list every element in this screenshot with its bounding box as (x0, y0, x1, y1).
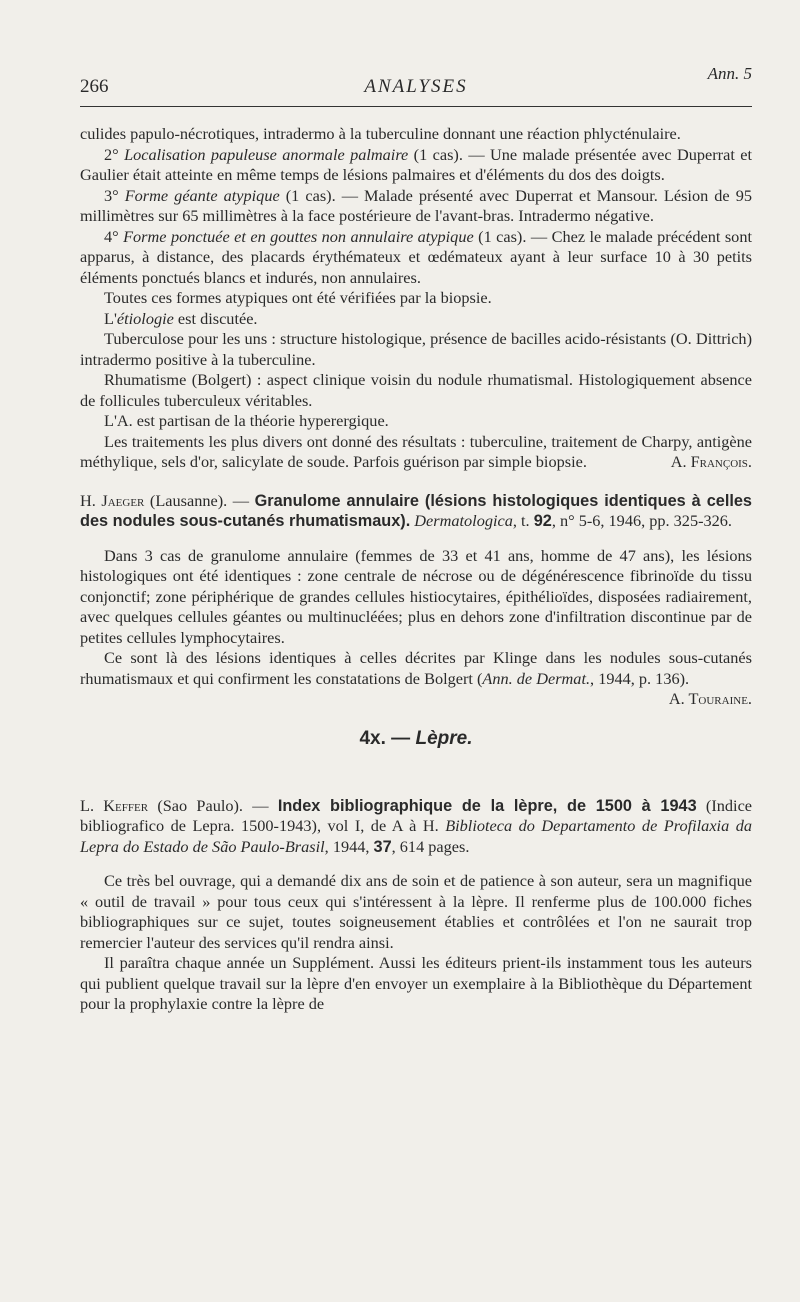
paragraph: Ce très bel ouvrage, qui a demandé dix ans de soin et de patience à son auteur, sera un magnifique « outil de travail » pour tous ceux qui s'intéressent à la lèpre. Il renferme plus de 100.000 fiches bibliographiques sur ce sujet, toutes soigneusement établies et contrôlées et l'on ne saurait trop remercier l'auteur des services qu'il rendra ainsi. (80, 871, 752, 952)
paragraph: Tuberculose pour les uns : structure histologique, présence de bacilles acido-résistants (O. Dittrich) intradermo positive à la tuberculine. (80, 329, 752, 369)
signature: A. Touraine. (668, 689, 752, 708)
paragraph: Ce sont là des lésions identiques à celles décrites par Klinge dans les nodules sous-cutanés rhumatismaux et qui confirment les constatations de Bolgert (Ann. de Dermat., 1944, p. 136). A. Touraine. (80, 648, 752, 708)
paragraph: 3° Forme géante atypique (1 cas). — Malade présenté avec Duperrat et Mansour. Lésion de 95 millimètres sur 65 millimètres à la face postérieure de l'avant-bras. Intradermo négative. (80, 185, 752, 225)
paragraph: Rhumatisme (Bolgert) : aspect clinique voisin du nodule rhumatismal. Histologiquement absence de follicules tuberculeux véritables. (80, 370, 752, 410)
page-header (80, 64, 752, 108)
paragraph: L'étiologie est discutée. (104, 308, 258, 328)
paragraph: Dans 3 cas de granulome annulaire (femmes de 33 et 41 ans, homme de 47 ans), les lésions histologiques ont été identiques : zone centrale de nécrose ou de dégénérescence fibrinoïde du tissu conjonctif; zone périphérique de grandes cellules histiocytaires, épithélioïdes, disposées radiairement, avec quelques cellules géantes ou multinucléées; plus en dehors zone d'infiltration discontinue par de petites cellules lymphocytaires. (80, 545, 752, 647)
page-body (80, 124, 752, 1015)
paragraph: Toutes ces formes atypiques ont été vérifiées par la biopsie. (104, 288, 492, 307)
paragraph: 2° Localisation papuleuse anormale palmaire (1 cas). — Une malade présentée avec Duperrat et Gaulier était atteinte en même temps de lésions palmaires et d'éléments du dos des doigts. (80, 144, 752, 184)
paragraph: Il paraîtra chaque année un Supplément. Aussi les éditeurs prient-ils instamment tous les auteurs qui publient quelque travail sur la lèpre d'en envoyer un exemplaire à la Bibliothèque du Département pour la prophylaxie contre la lèpre de (80, 953, 752, 1013)
paragraph: culides papulo-nécrotiques, intradermo à la tuberculine donnant une réaction phlycténulaire. (80, 124, 681, 143)
article-reference: L. Keffer (Sao Paulo). — Index bibliographique de la lèpre, de 1500 à 1943 (Indice bibliografico de Lepra. 1500-1943), vol I, de A à H. Biblioteca do Departamento de Profilaxia da Lepra do Estado de São Paulo-Brasil, 1944, 37, 614 pages. (80, 795, 753, 856)
handwritten-annotation: Ann. 5 (707, 64, 752, 83)
section-heading: 4x. — Lèpre. (359, 728, 473, 749)
paragraph: L'A. est partisan de la théorie hyperergique. (104, 411, 389, 430)
paragraph: Les traitements les plus divers ont donné des résultats : tuberculine, traitement de Charpy, antigène méthylique, sels d'or, salicylate de soude. Parfois guérison par simple biopsie. A. François. (80, 431, 752, 471)
running-title: ANALYSES (364, 76, 468, 97)
article-reference: H. Jaeger (Lausanne). — Granulome annulaire (lésions histologiques identiques à celles des nodules sous-cutanés rhumatismaux). Dermatologica, t. 92, n° 5-6, 1946, pp. 325-326. (80, 490, 752, 530)
paragraph: 4° Forme ponctuée et en gouttes non annulaire atypique (1 cas). — Chez le malade précédent sont apparus, à distance, des placards érythémateux et œdémateux ayant à leur surface 10 à 30 petits éléments ponctués blancs et indurés, non annulaires. (80, 226, 752, 287)
page-number: 266 (80, 76, 109, 97)
header-rule (80, 106, 752, 107)
signature: A. François. (670, 452, 752, 471)
